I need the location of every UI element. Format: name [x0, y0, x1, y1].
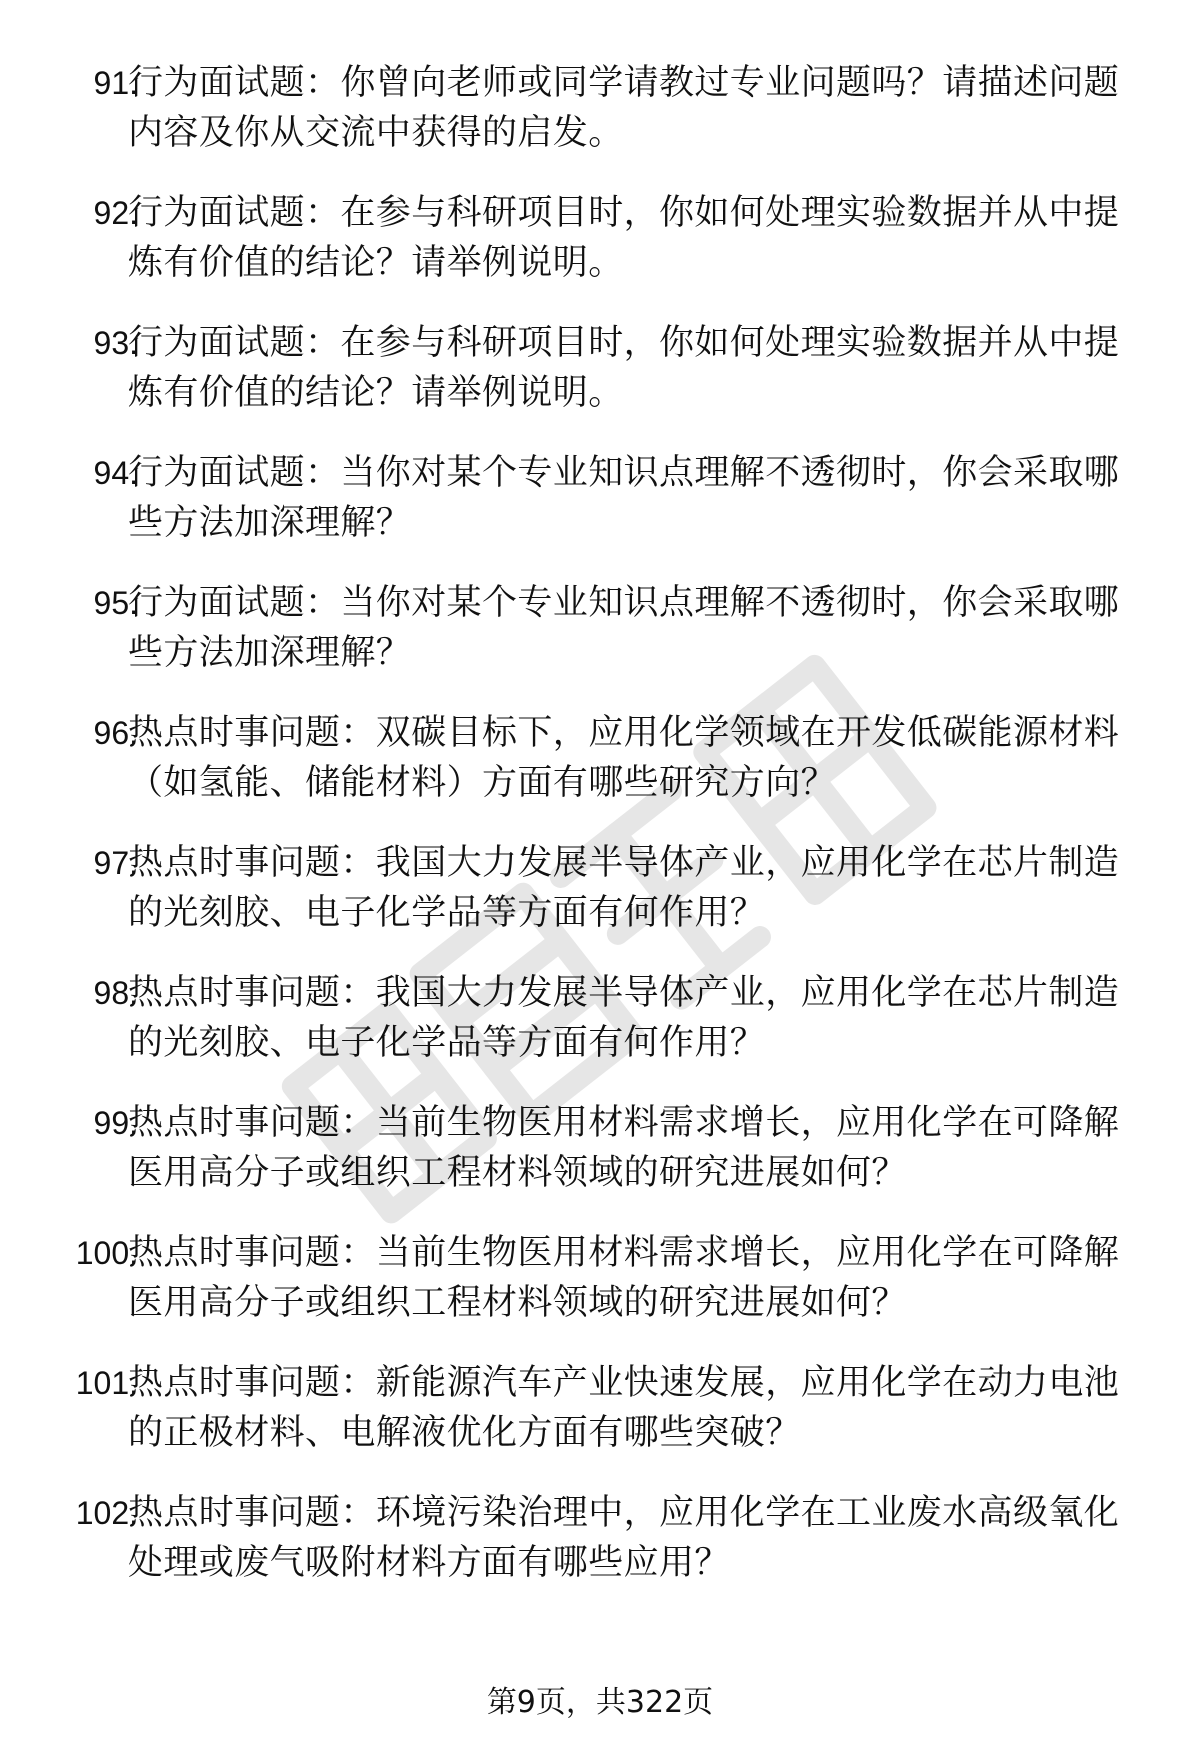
question-text: 行为面试题：在参与科研项目时，你如何处理实验数据并从中提炼有价值的结论？请举例说明。 — [128, 323, 1120, 413]
question-text: 热点时事问题：新能源汽车产业快速发展，应用化学在动力电池的正极材料、电解液优化方面有哪些突破？ — [128, 1363, 1120, 1453]
question-item — [0, 578, 1200, 708]
question-text: 热点时事问题：双碳目标下，应用化学领域在开发低碳能源材料（如氢能、储能材料）方面有哪些研究方向？ — [128, 713, 1120, 803]
question-number: 94. — [93, 455, 138, 491]
question-number: 99. — [93, 1105, 138, 1141]
page-number-label: 第9页，共322页 — [486, 1685, 714, 1720]
question-item — [0, 1358, 1200, 1488]
question-text: 热点时事问题：我国大力发展半导体产业，应用化学在芯片制造的光刻胶、电子化学品等方面有何作用？ — [128, 843, 1120, 933]
question-item — [0, 1098, 1200, 1228]
question-item — [0, 968, 1200, 1098]
question-item — [0, 708, 1200, 838]
question-number: 101. — [75, 1365, 138, 1401]
question-item — [0, 318, 1200, 448]
question-item — [0, 1488, 1200, 1618]
question-item — [0, 1228, 1200, 1358]
question-item — [0, 58, 1200, 188]
question-item — [0, 188, 1200, 318]
question-text: 行为面试题：在参与科研项目时，你如何处理实验数据并从中提炼有价值的结论？请举例说明。 — [128, 193, 1120, 283]
question-number: 92. — [93, 195, 138, 231]
question-number: 97. — [93, 845, 138, 881]
question-item — [0, 448, 1200, 578]
question-text: 行为面试题：当你对某个专业知识点理解不透彻时，你会采取哪些方法加深理解？ — [128, 453, 1120, 543]
question-number: 98. — [93, 975, 138, 1011]
question-number: 96. — [93, 715, 138, 751]
question-text: 热点时事问题：当前生物医用材料需求增长，应用化学在可降解医用高分子或组织工程材料领域的研究进展如何？ — [128, 1233, 1120, 1323]
question-number: 102. — [75, 1495, 138, 1531]
question-item — [0, 838, 1200, 968]
question-number: 93. — [93, 325, 138, 361]
question-text: 行为面试题：当你对某个专业知识点理解不透彻时，你会采取哪些方法加深理解？ — [128, 583, 1120, 673]
question-text: 热点时事问题：我国大力发展半导体产业，应用化学在芯片制造的光刻胶、电子化学品等方面有何作用？ — [128, 973, 1120, 1063]
question-text: 热点时事问题：环境污染治理中，应用化学在工业废水高级氧化处理或废气吸附材料方面有哪些应用？ — [128, 1493, 1120, 1583]
question-text: 热点时事问题：当前生物医用材料需求增长，应用化学在可降解医用高分子或组织工程材料领域的研究进展如何？ — [128, 1103, 1120, 1193]
question-number: 91. — [93, 65, 138, 101]
question-number: 95. — [93, 585, 138, 621]
question-list — [0, 58, 1200, 1618]
page-footer — [0, 1683, 1200, 1723]
question-number: 100. — [75, 1235, 138, 1271]
question-text: 行为面试题：你曾向老师或同学请教过专业问题吗？请描述问题内容及你从交流中获得的启发。 — [128, 63, 1120, 153]
